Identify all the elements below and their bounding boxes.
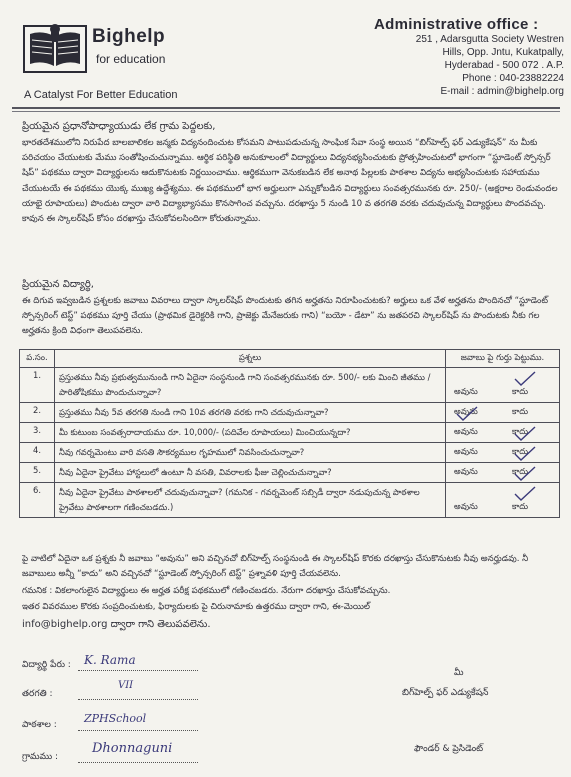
table-row	[20, 423, 560, 443]
school-line	[78, 730, 198, 731]
question-text: మీ కుటుంబ సంవత్సరాదాయము రూ. 10,000/- (పదివేల రూపాయలు) మించియున్నదా?	[55, 423, 446, 443]
checkmark-icon	[512, 370, 538, 388]
village-label: గ్రామము :	[22, 752, 59, 762]
student-name-line	[78, 670, 198, 671]
col-number: ప.సం.	[20, 350, 55, 368]
table-row	[20, 463, 560, 483]
bighelp-logo-icon	[22, 20, 88, 76]
col-answer: జవాబు పై గుర్తు పెట్టుము.	[446, 350, 560, 368]
answer-no-option[interactable]: కాదు	[512, 446, 529, 456]
header-divider	[12, 111, 560, 112]
checkmark-icon	[512, 465, 538, 483]
contact-paragraph: ఇతర వివరముల కొరకు సంప్రదించుటకు, ఫిర్యాదులకు పై చిరునామాకు ఉత్తరము ద్వారా గాని, ఈ-మెయిల్	[22, 602, 371, 612]
intro-paragraph: భారతదేశములోని నిరుపేద బాలబాలికల జన్మకు విద్యనందించుట కోసమని పాటుపడుచున్న సాంఘిక సేవా సంస్థ అయిన “బిగ్‌హెల్ప్ ఫర్ ఎడ్యుకేషన్” ను మీకు పరిచయం చేయుటకు మేము సంతోషించుచున్నాము. ఆర్థిక పరిస్థితి అనుకూలంలో విద్యార్థులు విద్యనభ్యసించుటకు ప్రోత్సహించుటలో భాగంగా “స్టూడెంట్ స్పోన్సర్ షిప్” పథకము ద్వారా విద్యార్థులను ఆదుకొనుటకు నిర్ణయించాము. ఆర్థికముగా వెనుకబడిన లేక అనాథ పిల్లలకు పాఠశాల విద్యను అభ్యసించుటకు సహాయము చేయుటయే ఈ పథకము యొక్క ముఖ్య ఉద్దేశ్యము. ఈ పథకములో భాగ అర్హులుగా ఎన్నుకోబడిన విద్యార్థులు సంవత్సరమునకు రూ. 250/- (అక్షరాల రెండువందల యాభై రూపాయలు) పొందుట ద్వారా వారి విద్యాభ్యాసము కొనసాగించ వచ్చును. దరఖాస్తు 5 నుండి 10 వ తరగతి వరకు చదువుచున్న విద్యార్థులు పొందవచ్చు. కావున ఈ స్కాలర్‌షిప్ కోసం దరఖాస్తు చేసుకోవలసిందిగా కోరుతున్నాము.	[22, 138, 558, 225]
header-divider	[12, 107, 560, 109]
contact-email: info@bighelp.org ద్వారా గాని తెలుపవలెను.	[22, 619, 211, 630]
answer-cell[interactable]	[446, 463, 560, 483]
office-title: Administrative office :	[374, 16, 539, 33]
tagline: A Catalyst For Better Education	[24, 89, 178, 101]
question-text: ప్రస్తుతము నీవు ప్రభుత్వమునుండి గాని ఏదైనా సంస్థనుండి గాని సంవత్సరమునకు రూ. 500/- లకు మించి జీతము / పారితోషికము పొందుచున్నావా?	[55, 368, 446, 403]
class-value[interactable]: VII	[118, 680, 134, 691]
answer-no-option[interactable]: కాదు	[512, 386, 529, 396]
answer-yes-option[interactable]: అవును	[454, 386, 478, 396]
answer-cell[interactable]	[446, 423, 560, 443]
instruction-paragraph: ఈ దిగువ ఇవ్వబడిన ప్రశ్నలకు జవాబు వివరాలు ద్వారా స్కాలర్‌షిప్ పొందుటకు తగిన అర్హతను నిరూపించుటకు? అర్హులు ఒక వేళ అర్హతను పొందినచో “స్టూడెంట్ స్పోన్సరింగ్ టెస్ట్” పథకము పూర్తి చేయు (ప్రాథమిక డైరెక్టరికి గాని, ప్రాజెక్టు మేనేజరుకు గాని) “బయో - డేటా” ను జతపరచి స్కాలర్‌షిప్ ను పొందుటకు నీకు గల అర్హతను క్రింది విధంగా తెలుపవలెను.	[22, 296, 549, 337]
salutation: ప్రియమైన ప్రధానోపాధ్యాయుడు లేక గ్రామ పెద్దలకు,	[22, 121, 216, 132]
table-row	[20, 443, 560, 463]
student-name-value[interactable]: K. Rama	[84, 653, 136, 667]
table-row	[20, 368, 560, 403]
question-number: 1.	[20, 368, 55, 403]
village-value[interactable]: Dhonnaguni	[92, 741, 173, 756]
answer-no-option[interactable]: కాదు	[512, 426, 529, 436]
question-text: నీవు ఏదైనా ప్రైవేటు పాఠశాలలో చదువుచున్నావా? (గమనిక - గవర్నమెంట్ సబ్సిడీ ద్వారా నడుపుచున్న పాఠశాల ప్రైవేటు పాఠశాలగా గణించబడదు.)	[55, 483, 446, 518]
answer-no-option[interactable]: కాదు	[512, 466, 529, 476]
office-address	[374, 16, 564, 98]
note-paragraph: గమనిక : వికలాంగులైన విద్యార్థులు ఈ అర్హత పరీక్ష పథకములో గణించబడరు. నేరుగా దరఖాస్తు చేసుకోవచ్చును.	[22, 586, 391, 596]
office-line: Hills, Opp. Jntu, Kukatpally,	[442, 47, 564, 58]
office-line: Hyderabad - 500 072 . A.P.	[444, 60, 564, 71]
village-line	[78, 762, 198, 763]
question-text: ప్రస్తుతము నీవు 5వ తరగతి నుండి గాని 10వ తరగతి వరకు గాని చదువుచున్నావా?	[55, 403, 446, 423]
answer-yes-option[interactable]: అవును	[454, 426, 478, 436]
answer-cell[interactable]	[446, 368, 560, 403]
question-number: 3.	[20, 423, 55, 443]
question-number: 4.	[20, 443, 55, 463]
class-line	[78, 699, 198, 700]
checkmark-icon	[454, 405, 480, 423]
student-salutation: ప్రియమైన విద్యార్థి,	[22, 279, 94, 290]
answer-yes-option[interactable]: అవును	[454, 501, 478, 511]
student-name-label: విద్యార్థి పేరు :	[22, 660, 71, 670]
col-questions: ప్రశ్నలు	[55, 350, 446, 368]
signature-org: బిగ్‌హెల్ప్ ఫర్ ఎడ్యుకేషన్	[402, 688, 489, 698]
answer-cell[interactable]	[446, 483, 560, 518]
checkmark-icon	[512, 445, 538, 463]
result-paragraph: పై వాటిలో ఏదైనా ఒక ప్రశ్నకు నీ జవాబు “అవును” అని వచ్చినచో బిగ్‌హెల్ప్ సంస్థనుండి ఈ స్కాలర్‌షిప్ కొరకు దరఖాస్తు చేసుకొనుటకు నీవు అనర్హుడవు. నీ జవాబులు అన్నీ “కాదు” అని వచ్చినచో “స్టూడెంట్ స్పోన్సరింగ్ టెస్ట్” ప్రశ్నావళి పూర్తి చేయవలెను.	[22, 554, 529, 580]
answer-yes-option[interactable]: అవును	[454, 466, 478, 476]
office-line: 251 , Adarsgutta Society Westren	[415, 34, 564, 45]
signature-title: ఫౌండర్ & ప్రెసిడెంట్	[414, 744, 484, 754]
question-number: 6.	[20, 483, 55, 518]
answer-no-option[interactable]: కాదు	[512, 406, 529, 416]
answer-no-option[interactable]: కాదు	[512, 501, 529, 511]
answer-yes-option[interactable]: అవును	[454, 406, 478, 416]
question-text: నీవు గవర్నమెంటు వారి వసతి సౌకర్యముల గృహములో నివసించుచున్నావా?	[55, 443, 446, 463]
school-label: పాఠశాల :	[22, 720, 57, 730]
question-number: 5.	[20, 463, 55, 483]
eligibility-table	[19, 349, 560, 518]
office-phone: Phone : 040-23882224	[462, 73, 564, 84]
brand-subtitle: for education	[96, 52, 166, 66]
signature-prefix: మీ	[454, 668, 464, 678]
answer-cell[interactable]	[446, 443, 560, 463]
school-value[interactable]: ZPHSchool	[84, 712, 147, 725]
table-row	[20, 483, 560, 518]
question-number: 2.	[20, 403, 55, 423]
office-email: E-mail : admin@bighelp.org	[440, 86, 564, 97]
table-row	[20, 403, 560, 423]
brand-name: Bighelp	[92, 26, 166, 47]
checkmark-icon	[512, 425, 538, 443]
answer-yes-option[interactable]: అవును	[454, 446, 478, 456]
checkmark-icon	[512, 485, 538, 503]
answer-cell[interactable]	[446, 403, 560, 423]
question-text: నీవు ఏదైనా ప్రైవేటు హాస్టలులో ఉంటూ నీ వసతి, వివరాలకు ఫీజు చెల్లించుచున్నావా?	[55, 463, 446, 483]
class-label: తరగతి :	[22, 689, 53, 699]
